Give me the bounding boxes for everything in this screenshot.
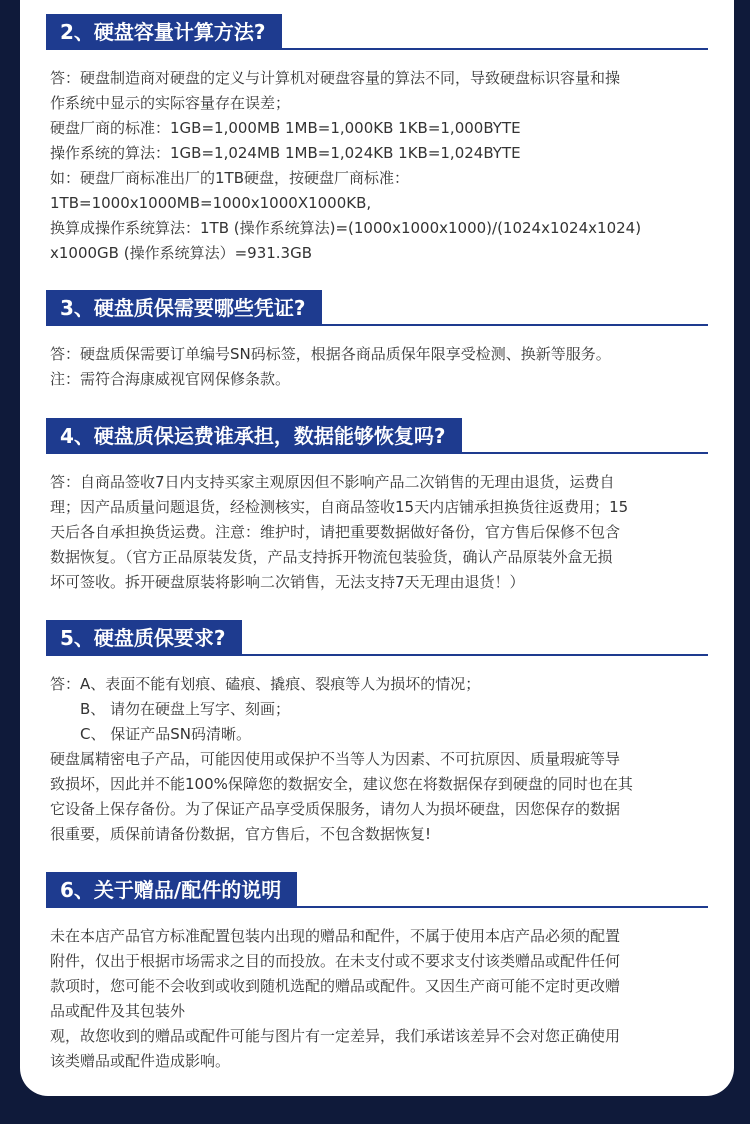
heading-underline bbox=[46, 324, 708, 326]
body-line: 答：自商品签收7日内支持买家主观原因但不影响产品二次销售的无理由退货，运费自 bbox=[50, 473, 615, 491]
body-line: 品或配件及其包装外 bbox=[50, 1002, 186, 1020]
section-body bbox=[50, 342, 710, 392]
body-line: 操作系统的算法：1GB=1,024MB 1MB=1,024KB 1KB=1,024BYTE bbox=[50, 144, 521, 162]
body-line: 数据恢复。（官方正品原装发货，产品支持拆开物流包装验货，确认产品原装外盒无损 bbox=[50, 548, 613, 566]
section-heading: 6、关于赠品/配件的说明 bbox=[46, 872, 297, 908]
section-heading: 2、硬盘容量计算方法? bbox=[46, 14, 282, 50]
body-line: 理；因产品质量问题退货，经检测核实，自商品签收15天内店铺承担换货往返费用；15 bbox=[50, 498, 629, 516]
body-line: 硬盘属精密电子产品，可能因使用或保护不当等人为因素、不可抗原因、质量瑕疵等导 bbox=[50, 750, 621, 768]
body-line: 未在本店产品官方标准配置包装内出现的赠品和配件，不属于使用本店产品必须的配置 bbox=[50, 927, 621, 945]
body-line: B、 请勿在硬盘上写字、刻画； bbox=[80, 700, 291, 718]
body-line: 1TB=1000x1000MB=1000x1000X1000KB, bbox=[50, 194, 372, 212]
section-body bbox=[50, 66, 710, 266]
section-heading: 5、硬盘质保要求? bbox=[46, 620, 242, 656]
section-body bbox=[50, 924, 710, 1074]
section-heading: 4、硬盘质保运费谁承担，数据能够恢复吗? bbox=[46, 418, 462, 454]
heading-underline bbox=[46, 48, 708, 50]
body-line: 观，故您收到的赠品或配件可能与图片有一定差异，我们承诺该差异不会对您正确使用 bbox=[50, 1027, 621, 1045]
heading-underline bbox=[46, 452, 708, 454]
body-line: 答：硬盘质保需要订单编号SN码标签，根据各商品质保年限享受检测、换新等服务。 bbox=[50, 345, 611, 363]
body-line: C、 保证产品SN码清晰。 bbox=[80, 725, 251, 743]
section-body bbox=[50, 672, 710, 847]
body-line: 款项时，您可能不会收到或收到随机选配的赠品或配件。又因生产商可能不定时更改赠 bbox=[50, 977, 621, 995]
section-heading: 3、硬盘质保需要哪些凭证? bbox=[46, 290, 322, 326]
body-line: 作系统中显示的实际容量存在误差； bbox=[50, 94, 291, 112]
body-line: 致损坏，因此并不能100%保障您的数据安全，建议您在将数据保存到硬盘的同时也在其 bbox=[50, 775, 633, 793]
body-line: 很重要，质保前请备份数据，官方售后，不包含数据恢复! bbox=[50, 825, 432, 843]
body-line: 答：硬盘制造商对硬盘的定义与计算机对硬盘容量的算法不同，导致硬盘标识容量和操 bbox=[50, 69, 621, 87]
section-body bbox=[50, 470, 710, 595]
body-line: 答：A、表面不能有划痕、磕痕、撬痕、裂痕等人为损坏的情况； bbox=[50, 675, 481, 693]
body-line: 坏可签收。拆开硬盘原装将影响二次销售，无法支持7天无理由退货！） bbox=[50, 573, 525, 591]
body-line: 天后各自承担换货运费。注意：维护时，请把重要数据做好备份，官方售后保修不包含 bbox=[50, 523, 621, 541]
body-line: 该类赠品或配件造成影响。 bbox=[50, 1052, 231, 1070]
body-line: 它设备上保存备份。为了保证产品享受质保服务，请勿人为损坏硬盘，因您保存的数据 bbox=[50, 800, 621, 818]
heading-underline bbox=[46, 906, 708, 908]
body-line: 注：需符合海康威视官网保修条款。 bbox=[50, 370, 291, 388]
body-line: 换算成操作系统算法：1TB (操作系统算法)=(1000x1000x1000)/(1024x1024x1024) bbox=[50, 219, 642, 237]
body-line: 如：硬盘厂商标准出厂的1TB硬盘，按硬盘厂商标准： bbox=[50, 169, 409, 187]
content-card bbox=[20, 0, 734, 1096]
body-line: x1000GB (操作系统算法）=931.3GB bbox=[50, 244, 313, 262]
body-line: 附件，仅出于根据市场需求之目的而投放。在未支付或不要求支付该类赠品或配件任何 bbox=[50, 952, 621, 970]
body-line: 硬盘厂商的标准：1GB=1,000MB 1MB=1,000KB 1KB=1,000BYTE bbox=[50, 119, 521, 137]
heading-underline bbox=[46, 654, 708, 656]
